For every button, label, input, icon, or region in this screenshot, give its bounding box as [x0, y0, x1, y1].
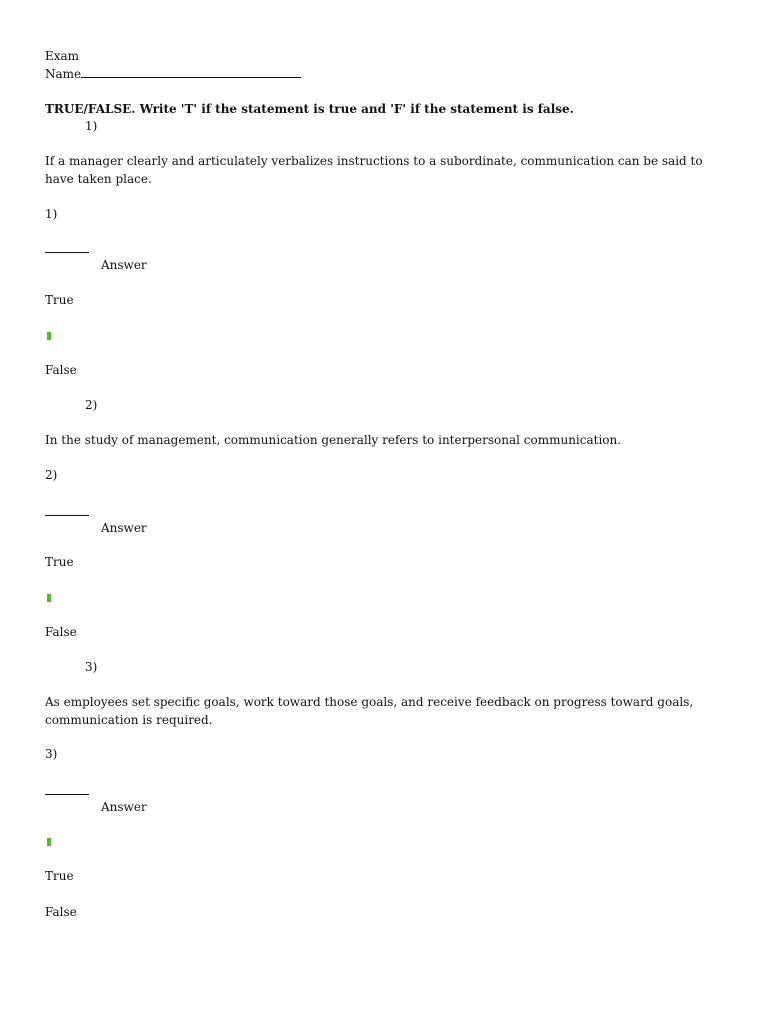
question-3-text: As employees set specific goals, work toward those goals, and receive feedback on progress toward goals, communication is required. — [45, 695, 694, 727]
question-1-option-false[interactable]: False — [45, 363, 77, 377]
question-2-number-repeat: 2) — [45, 468, 58, 482]
question-1-text: If a manager clearly and articulately verbalizes instructions to a subordinate, communication can be said to have taken place. — [45, 154, 703, 186]
question-3-option-false[interactable]: False — [45, 905, 77, 919]
question-3-answer-label: Answer — [101, 800, 147, 814]
instructions: TRUE/FALSE. Write 'T' if the statement is true and 'F' if the statement is false. — [45, 102, 574, 116]
question-3-option-true[interactable]: True — [45, 869, 74, 883]
name-blank-line — [81, 65, 301, 78]
question-3-number: 3) — [85, 660, 98, 674]
question-1-answer-label: Answer — [101, 258, 147, 272]
question-1-number: 1) — [85, 119, 98, 133]
name-field[interactable] — [45, 65, 301, 83]
question-2-option-true[interactable]: True — [45, 555, 74, 569]
question-1-option-true[interactable]: True — [45, 293, 74, 307]
question-3-answer-blank[interactable] — [45, 794, 89, 795]
question-2-answer-marker — [47, 594, 51, 602]
question-1-answer-marker — [47, 332, 51, 340]
question-2-text: In the study of management, communication generally refers to interpersonal communication. — [45, 433, 622, 447]
exam-title: Exam — [45, 49, 80, 63]
question-1-number-repeat: 1) — [45, 207, 58, 221]
question-2-option-false[interactable]: False — [45, 625, 77, 639]
question-2-answer-blank[interactable] — [45, 515, 89, 516]
question-2-number: 2) — [85, 398, 98, 412]
question-2-answer-label: Answer — [101, 521, 147, 535]
name-label: Name — [45, 67, 82, 81]
question-3-number-repeat: 3) — [45, 747, 58, 761]
question-3-answer-marker — [47, 838, 51, 846]
question-1-answer-blank[interactable] — [45, 252, 89, 253]
